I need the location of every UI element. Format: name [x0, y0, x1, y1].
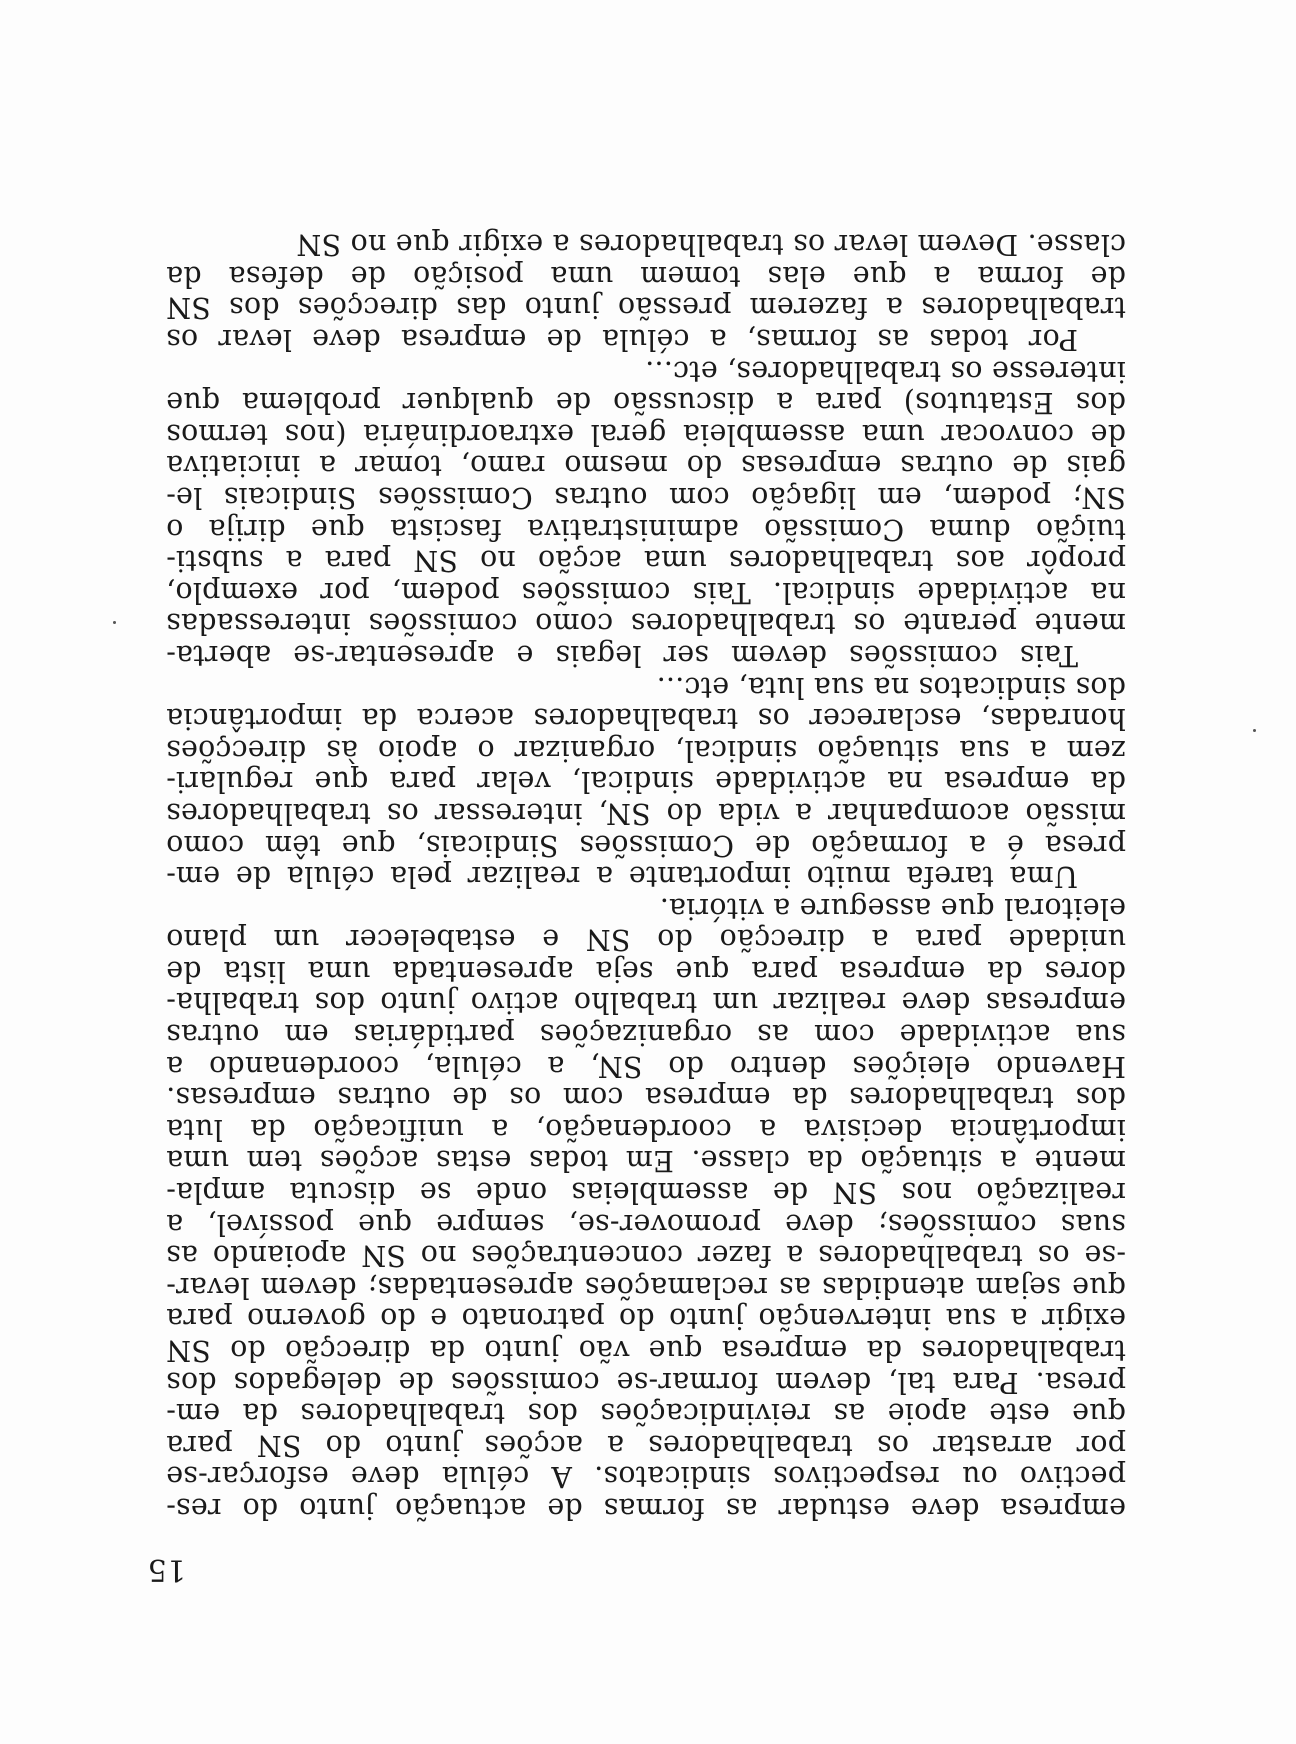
text-line: tuição duma Comissão administrativa fascista que dirija o [166, 512, 1126, 546]
text-line: honradas, esclarecer os trabalhadores acerca da importância [166, 702, 1126, 736]
text-line: de forma a que elas tomem uma posição de defesa da [166, 259, 1126, 293]
text-line: importância decisiva a coordenação, a unificação da luta [166, 1112, 1126, 1146]
text-line: Uma tarefa muito importante a realizar pela célula de em- [166, 860, 1078, 894]
text-line: mente a situação da classe. Em todas estas acções tem uma [166, 1144, 1126, 1178]
text-line: propôr aos trabalhadores uma acção no SN para a substi- [166, 544, 1126, 578]
page-number: 15 [147, 1552, 186, 1587]
text-line: -se os trabalhadores a fazer concentrações no SN apoiando as [166, 1239, 1126, 1273]
text-line: por arrastar os trabalhadores a acções junto do SN para [166, 1428, 1126, 1462]
text-line: unidade para a direcção do SN e estabelecer um plano [166, 923, 1126, 957]
text-line: sua actividade com as organizações partidárias em outras [166, 1018, 1126, 1052]
text-line: classe. Devem levar os trabalhadores a exigir que no SN [296, 228, 1126, 262]
text-line: presa é a formação de Comissões Sindicais, que têm como [166, 828, 1126, 862]
text-line: dos Estatutos) para a discussão de qualquer problema que [166, 386, 1126, 420]
text-line: que sejam atendidas as reclamações apresentadas; devem levar- [166, 1270, 1126, 1304]
text-line: na actividade sindical. Tais comissões podem, por exemplo, [166, 575, 1126, 609]
text-line: trabalhadores a fazerem pressão junto das direcções dos SN [166, 291, 1126, 325]
text-line: missão acompanhar a vida do SN, interessar os trabalhadores [166, 796, 1126, 830]
text-line: suas comissões; deve promover-se, sempre que possível, a [166, 1207, 1126, 1241]
body-text [166, 229, 1126, 1524]
text-line: presa. Para tal, devem formar-se comissões de delegados dos [166, 1365, 1126, 1399]
text-line: Havendo eleições dentro do SN, a célula, coordenando a [166, 1049, 1126, 1083]
text-line: trabalhadores da empresa que vão junto da direcção do SN [166, 1334, 1126, 1368]
text-line: da empresa na actividade sindical, velar para que regulari- [166, 765, 1126, 799]
text-line: pectivo ou respectivos sindicatos. A célula deve esforçar-se [166, 1460, 1126, 1494]
text-line: dos sindicatos na sua luta, etc... [656, 670, 1126, 704]
scan-speck [113, 621, 116, 624]
text-line: SN; podem, em ligação com outras Comissões Sindicais le- [166, 481, 1126, 514]
text-line: empresas deve realizar um trabalho activo junto dos trabalha- [166, 986, 1126, 1020]
text-line: de convocar uma assembleia geral extraordinária (nos termos [166, 417, 1126, 451]
scan-speck [1253, 729, 1256, 732]
text-line: exigir a sua intervenção junto do patronato e do governo para [166, 1302, 1126, 1336]
text-line: zem a sua situação sindical, organizar o apoio às direcções [166, 733, 1126, 767]
text-line: interesse os trabalhadores, etc... [645, 354, 1126, 388]
text-line: empresa deve estudar as formas de actuação junto do res- [166, 1492, 1126, 1525]
text-line: que este apoie as reivindicações dos trabalhadores da em- [166, 1397, 1126, 1431]
text-line: mente perante os trabalhadores como comissões interessadas [166, 607, 1126, 641]
text-line: dores da empresa para que seja apresentada uma lista de [166, 954, 1126, 988]
text-line: eleitoral que assegure a vitória. [659, 891, 1126, 925]
text-line: Por todas as formas, a célula de empresa deve levar os [166, 323, 1078, 357]
text-line: gais de outras empresas do mesmo ramo, tomar a iniciativa [166, 449, 1126, 483]
text-line: realização nos SN de assembleias onde se discuta ampla- [166, 1176, 1126, 1210]
text-line: dos trabalhadores da empresa com os de outras empresas. [166, 1081, 1126, 1115]
text-line: Tais comissões devem ser legais e apresentar-se aberta- [166, 638, 1078, 672]
